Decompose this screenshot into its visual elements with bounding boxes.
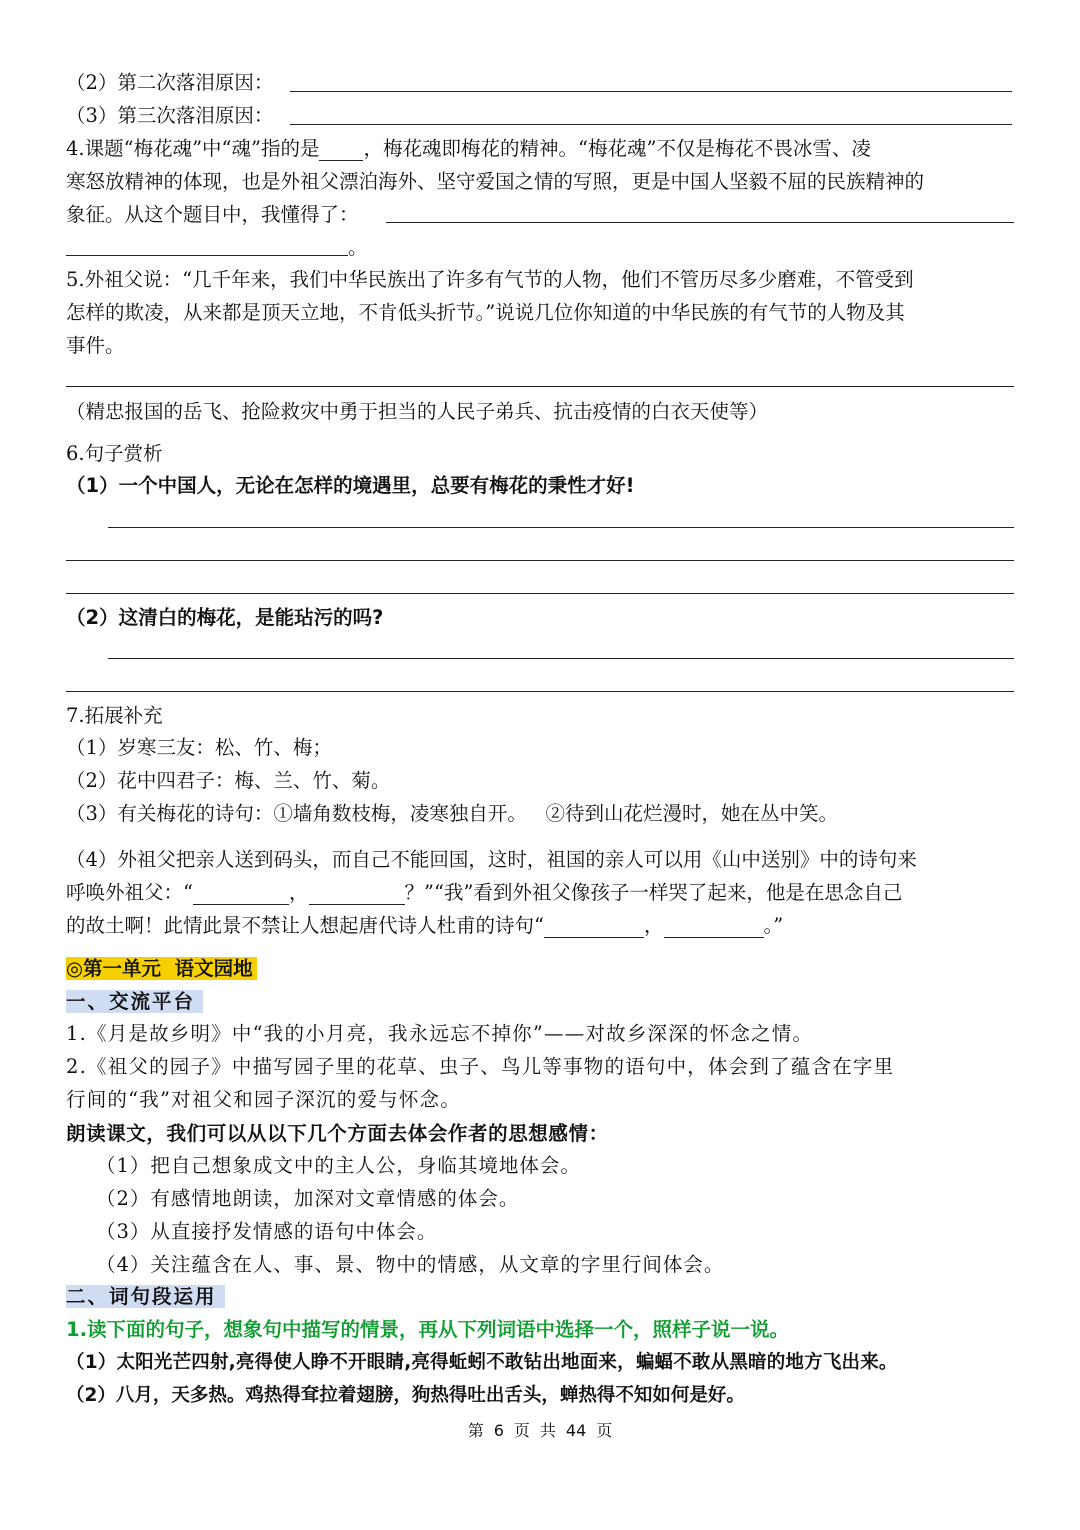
section-1-p2-line1: 2.《祖父的园子》中描写园子里的花草、虫子、鸟儿等事物的语句中，体会到了蕴含在字里 [66,1055,895,1078]
section-2-sentence-2: （2）八月，天多热。鸡热得耷拉着翅膀，狗热得吐出舌头，蝉热得不知如何是好。 [66,1385,745,1406]
q5-line3: 事件。 [66,334,125,357]
q4-line4-end: 。 [348,236,368,259]
q7-item-4-line2: 呼唤外祖父：“ ， ？”“我”看到外祖父像孩子一样哭了起来，他是在思念自己 [66,881,903,904]
q7-item-4-line1: （4）外祖父把亲人送到码头，而自己不能回国，这时，祖国的亲人可以用《山中送别》中的诗句来 [66,848,917,871]
answer-line[interactable] [66,560,1014,561]
q7-item-3: （3）有关梅花的诗句：①墙角数枝梅，凌寒独自开。 ②待到山花烂漫时，她在丛中笑。 [66,802,839,825]
answer-line[interactable] [290,91,1012,92]
q6-sentence-1: （1）一个中国人，无论在怎样的境遇里，总要有梅花的秉性才好! [66,474,635,497]
section-1-p2-line2: 行间的“我”对祖父和园子深沉的爱与怀念。 [66,1088,461,1111]
blank[interactable] [544,917,644,938]
answer-line[interactable] [386,222,1014,223]
page-footer: 第 6 页 共 44 页 [467,1421,613,1440]
reading-item: （3）从直接抒发情感的语句中体会。 [96,1220,438,1243]
answer-line[interactable] [108,527,1014,528]
tear-reason-2: （2）第二次落泪原因： [66,71,274,94]
q5-line1: 5.外祖父说：“几千年来，我们中华民族出了许多有气节的人物，他们不管历尽多少磨难，不管受到 [66,268,914,291]
q6-sentence-2: （2）这清白的梅花，是能玷污的吗? [66,606,384,629]
section-2-sentence-1: （1）太阳光芒四射,亮得使人睁不开眼睛,亮得蚯蚓不敢钻出地面来，蝙蝠不敢从黑暗的地方飞出来。 [66,1352,898,1373]
q4-line2: 寒怒放精神的体现，也是外祖父漂泊海外、坚守爱国之情的写照，更是中国人坚毅不屈的民族精神的 [66,170,925,193]
blank[interactable] [193,884,289,905]
answer-line[interactable] [290,124,1012,125]
section-1-p1: 1.《月是故乡明》中“我的小月亮，我永远忘不掉你”——对故乡深深的怀念之情。 [66,1022,814,1045]
total-pages: 44 [565,1421,587,1440]
answer-line[interactable] [108,658,1014,659]
q7-item-2: （2）花中四君子：梅、兰、竹、菊。 [66,769,391,792]
reading-title: 朗读课文，我们可以从以下几个方面去体会作者的思想感情： [66,1122,609,1145]
section-2-q1: 1.读下面的句子，想象句中描写的情景，再从下列词语中选择一个，照样子说一说。 [66,1318,789,1341]
answer-line[interactable] [66,255,348,256]
blank[interactable] [319,140,363,161]
reading-item: （4）关注蕴含在人、事、景、物中的情感，从文章的字里行间体会。 [96,1253,725,1276]
answer-line[interactable] [66,593,1014,594]
answer-line[interactable] [66,691,1014,692]
q4-line3: 象征。从这个题目中，我懂得了： [66,203,359,226]
q6-title: 6.句子赏析 [66,442,163,465]
reading-item: （1）把自己想象成文中的主人公，身临其境地体会。 [96,1154,581,1177]
section-1-title: 一、交流平台 [66,985,1014,1018]
q4-line1: 4.课题“梅花魂”中“魂”指的是 ，梅花魂即梅花的精神。“梅花魂”不仅是梅花不畏冰雪、凌 [66,137,871,160]
tear-reason-3: （3）第三次落泪原因： [66,104,274,127]
q7-item-1: （1）岁寒三友：松、竹、梅； [66,736,332,759]
q5-line2: 怎样的欺凌，从来都是顶天立地，不肯低头折节。”说说几位你知道的中华民族的有气节的人物及其 [66,301,905,324]
q5-answer: （精忠报国的岳飞、抢险救灾中勇于担当的人民子弟兵、抗击疫情的白衣天使等） [66,400,769,423]
q7-item-4-line3: 的故土啊！此情此景不禁让人想起唐代诗人杜甫的诗句“ ， 。” [66,914,784,937]
blank[interactable] [309,884,405,905]
answer-line[interactable] [66,386,1014,387]
section-2-title: 二、词句段运用 [66,1280,1014,1313]
blank[interactable] [664,917,764,938]
reading-item: （2）有感情地朗读，加深对文章情感的体会。 [96,1187,520,1210]
page-number: 6 [493,1421,504,1440]
q7-title: 7.拓展补充 [66,704,163,727]
unit-heading: ◎第一单元 语文园地 [66,952,1014,985]
